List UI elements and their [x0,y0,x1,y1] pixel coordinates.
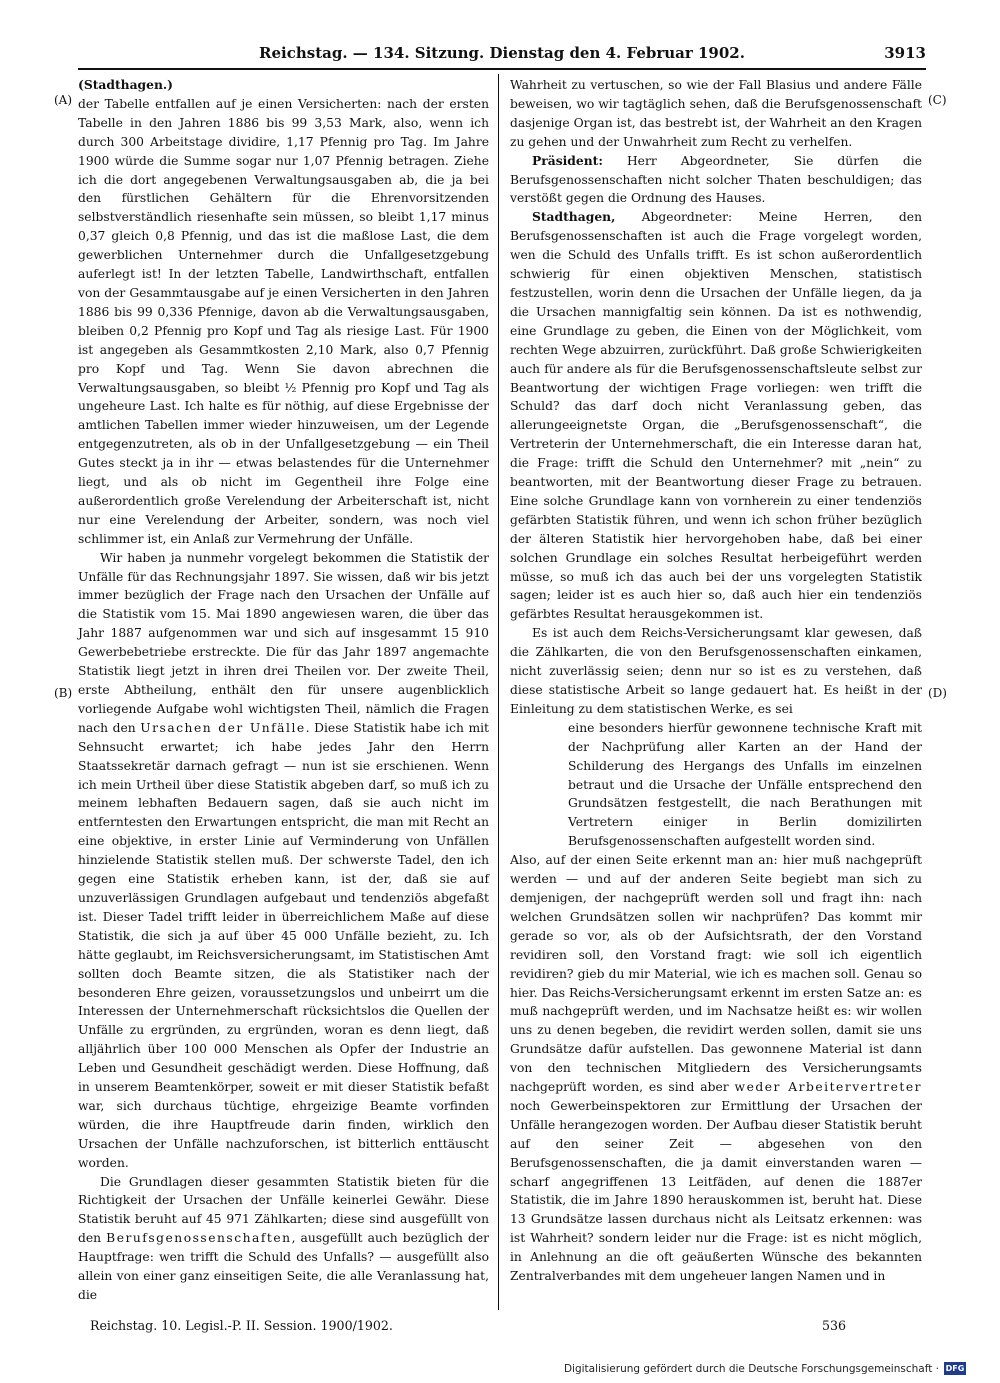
header-rule [78,68,926,70]
header-page-number: 3913 [884,44,926,62]
speaker-label: Präsident: [532,152,603,168]
paragraph: der Tabelle entfallen auf je einen Versicherten: nach der ersten Tabelle in den Jahren 1886 bis 99 3,53 Mark, also, wenn ich durch 300 Arbeitstage dividire, 1,17 Pfennig pro Tag. Im Jahre 1900 würde die Summe sogar nur 1,07 Pfennig betragen. Ziehe ich die dort angegebenen Verwaltungsausgaben ab, die ja bei den fürstlichen Gehältern für die Ehrenvorsitzenden selbstverständlich riesenhafte sein müssen, so bleibt 1,17 minus 0,37 gleich 0,8 Pfennig, und das ist die maßlose Last, die dem gewerblichen Unternehmer durch die Unfallgesetzgebung auferlegt ist! In der letzten Tabelle, Landwirthschaft, entfallen von der Gesammtausgabe auf je einen Versicherten in den Jahren 1886 bis 99 0,336 Pfennige, davon ab die Verwaltungsausgaben, bleiben 0,2 Pfennig pro Kopf und Tag als riesige Last. Für 1900 ist angegeben als Gesammtkosten 2,10 Mark, also 0,7 Pfennig pro Kopf und Tag. Wenn Sie davon abrechnen die Verwaltungsausgaben, so bleibt ½ Pfennig pro Kopf und Tag als ungeheure Last. Ich halte es für nöthig, auf diese Ergebnisse der amtlichen Tabellen immer wieder hinzuweisen, um der Legende entgegenzutreten, als ob in der Unfallgesetzgebung — ein Theil Gutes steckt ja in ihr — etwas belastendes für die Unternehmer liegt, und als ob nicht im Gegentheil ihre Folge eine außerordentlich große Verelendung der Arbeiterschaft ist, nicht nur eine Verelendung der Arbeiter, sondern, was noch viel schlimmer ist, ein Anlaß zur Vermehrung der Unfälle. [78,96,489,546]
paragraph: Also, auf der einen Seite erkennt man an: hier muß nachgeprüft werden — und auf der anderen Seite begiebt man sich zu demjenigen, der nachgeprüft werden soll und fragt ihn: nach welchen Grundsätzen sollen wir nachprüfen? Das kommt mir gerade so vor, als ob der Aufsichtsrath, der den Vorstand revidiren soll, den Vorstand fragt: wie soll ich eigentlich revidiren? gieb du mir Material, wie ich es machen soll. Genau so hier. Das Reichs-Versicherungsamt erkennt im ersten Satze an: es muß nachgeprüft werden, und im Nachsatze heißt es: wir wollen uns zu denen begeben, die revidirt werden sollen, damit sie uns Grundsätze dafür aufstellen. Das gewonnene Material ist dann von den technischen Mitgliedern des Versicherungsamts nachgeprüft worden, es sind aber weder Arbeitervertreter noch Gewerbeinspektoren zur Ermittlung der Ursachen der Unfälle herangezogen worden. Der Aufbau dieser Statistik beruht auf den seiner Zeit — abgesehen von den Berufsgenossenschaften, die ja damit einverstanden waren — scharf angegriffenen 13 Leitfäden, auf denen die 1887er Statistik, die im Jahre 1890 herauskommen ist, beruht hat. Diese 13 Grundsätze lassen durchaus nicht als Leitsatz erkennen: was ist Wahrheit? sondern leider nur die Frage: ist es nicht möglich, in Anlehnung an die oft geäußerten Wünsche des bekannten Zentralverbandes mit dem ungeheuer langen Namen und in [510,853,922,1284]
emphasis: Ursachen der Unfälle [140,720,306,735]
page-header [78,44,926,68]
margin-marker-b: (B) [54,686,73,700]
footer-sheet-number: 536 [822,1318,847,1333]
paragraph: Es ist auch dem Reichs-Versicherungsamt klar gewesen, daß die Zählkarten, die von den Berufsgenossenschaften einkamen, nicht zuverlässig seien; denn nur so ist es zu verstehen, daß diese statistische Arbeit so lange gedauert hat. Es heißt in der Einleitung zu dem statistischen Werke, es sei [510,626,922,716]
president-remark: Präsident: Herr Abgeordneter, Sie dürfen die Berufsgenossenschaften nicht solcher Thaten beschuldigen; das verstößt gegen die Ordnung des Hauses. [510,152,922,206]
emphasis: weder Arbeitervertreter [734,1080,922,1095]
margin-marker-d: (D) [928,686,947,700]
digitization-credit [564,1362,966,1375]
paragraph: Die Grundlagen dieser gesammten Statistik bieten für die Richtigkeit der Ursachen der Unfälle keinerlei Gewähr. Diese Statistik beruht auf 45 971 Zählkarten; diese sind ausgefüllt von den Berufsgenossenschaften, ausgefüllt auch bezüglich der Hauptfrage: wen trifft die Schuld des Unfalls? — ausgefüllt also allein von einer ganz einseitigen Seite, die alle Veranlassung hat, die [78,1174,489,1302]
credit-text: Digitalisierung gefördert durch die Deutsche Forschungsgemeinschaft · [563,1362,939,1375]
right-column [510,76,922,1286]
left-column [78,76,489,1305]
column-divider [498,74,499,1310]
footer-publication: Reichstag. 10. Legisl.-P. II. Session. 1900/1902. [90,1318,393,1333]
block-quote: eine besonders hierfür gewonnene technische Kraft mit der Nachprüfung aller Karten an der Hand der Schilderung des Hergangs des Unfalls im einzelnen betraut und die Ursache der Unfälle entsprechend den Grundsätzen festgestellt, die nach Berathungen mit Vertretern einiger in Berlin domizilirten Berufsgenossenschaften aufgestellt worden sind. [568,720,922,849]
paragraph: Wahrheit zu vertuschen, so wie der Fall Blasius und andere Fälle beweisen, wo wir tagtäglich sehen, daß die Berufsgenossenschaft dasjenige Organ ist, das bestrebt ist, der Wahrheit an den Kragen zu gehen und der Unwahrheit zum Recht zu verhelfen. [510,78,922,149]
emphasis: Berufsgenossenschaften [106,1231,292,1246]
speaker-note: (Stadthagen.) [78,77,173,92]
speech-paragraph: Stadthagen, Abgeordneter: Meine Herren, den Berufsgenossenschaften ist auch die Frage vorgelegt worden, wen die Schuld des Unfalls trifft. Es ist schon außerordentlich schwierig für einen objektiven Menschen, statistisch festzustellen, worin denn die Ursachen der Unfälle liegen, da ja die Ursachen mannigfaltig sein können. Da ist es nothwendig, eine Grundlage zu geben, die Einen von der Möglichkeit, vom rechten Wege abzuirren, zurückführt. Daß große Schwierigkeiten auch für andere als für die Berufsgenossenschaftsleute selbst zur Beantwortung der wichtigen Frage vorliegen: wen trifft die Schuld? das darf doch nicht Veranlassung geben, das allerungeeignetste Organ, die „Berufsgenossenschaft“, die Vertreterin der Unternehmerschaft, die ein Interesse daran hat, die Frage: trifft die Schuld den Unternehmer? mit „nein“ zu beantworten, mit der Beantwortung dieser Frage zu betrauen. Eine solche Grundlage kann von vornherein zu einer tendenziös gefärbten Statistik führen, und wenn ich schon früher bezüglich der älteren Statistik hier hervorgehoben habe, daß bei einer solchen Grundlage ein solches Resultat herbeigeführt werden müsse, so muß ich das auch bei der uns vorgelegten Statistik sagen; leider ist es auch hier so, daß auch hier ein tendenziös gefärbtes Resultat herausgekommen ist. [510,209,922,622]
margin-marker-a: (A) [54,93,73,107]
paragraph: Wir haben ja nunmehr vorgelegt bekommen die Statistik der Unfälle für das Rechnungsjahr 1897. Sie wissen, daß wir bis jetzt immer bezüglich der Frage nach den Ursachen der Unfälle auf die Statistik vom 15. Mai 1890 angewiesen waren, die über das Jahr 1887 aufgenommen war und sich auf insgesammt 15 910 Gewerbebetriebe erstreckte. Die für das Jahr 1897 angemachte Statistik liegt jetzt in ihren drei Theilen vor. Der zweite Theil, erste Abtheilung, enthält den für unsere augenblicklich vorliegende Aufgabe wohl wichtigsten Theil, nämlich die Fragen nach den Ursachen der Unfälle. Diese Statistik habe ich mit Sehnsucht erwartet; ich habe jedes Jahr den Herrn Staatssekretär darnach gefragt — nun ist sie erschienen. Wenn ich mein Urtheil über diese Statistik abgeben darf, so muß ich zu meinem lebhaften Bedauern sagen, daß sie auch nicht im entferntesten den Erwartungen entspricht, die man mit Recht an eine objektive, in erster Linie auf Verminderung von Unfällen hinzielende Statistik stellen muß. Der schwerste Tadel, den ich gegen eine Statistik erheben kann, ist der, daß sie auf unzuverlässigen Grundlagen aufgebaut und tendenziös abgefaßt ist. Dieser Tadel trifft leider in überreichlichem Maße auf diese Statistik, die sich ja auf über 45 000 Unfälle bezieht, zu. Ich hätte geglaubt, im Reichsversicherungsamt, im Statistischen Amt sollten doch Beamte sitzen, die als Statistiker nach der besonderen Ehre geizen, voraussetzungslos und unbeirrt um die Interessen der Unternehmerschaft rücksichtslos die Quellen der Unfälle zu ergründen, zu ergründen, woran es denn liegt, daß alljährlich über 100 000 Menschen als Opfer der Industrie an Leben und Gesundheit geschädigt werden. Diese Hoffnung, daß in unserem Beamtenkörper, soweit er mit dieser Statistik befaßt war, sich durchaus tüchtige, ehrgeizige Beamte vorfinden würden, die ihre Hauptfreude darin finden, wirklich den Ursachen der Unfälle nachzuforschen, ist bitterlich enttäuscht worden. [78,550,489,1170]
header-title: Reichstag. — 134. Sitzung. Dienstag den 4. Februar 1902. [259,44,745,62]
margin-marker-c: (C) [928,93,947,107]
speaker-label: Stadthagen, [532,209,616,225]
dfg-logo-icon: DFG [945,1364,965,1373]
